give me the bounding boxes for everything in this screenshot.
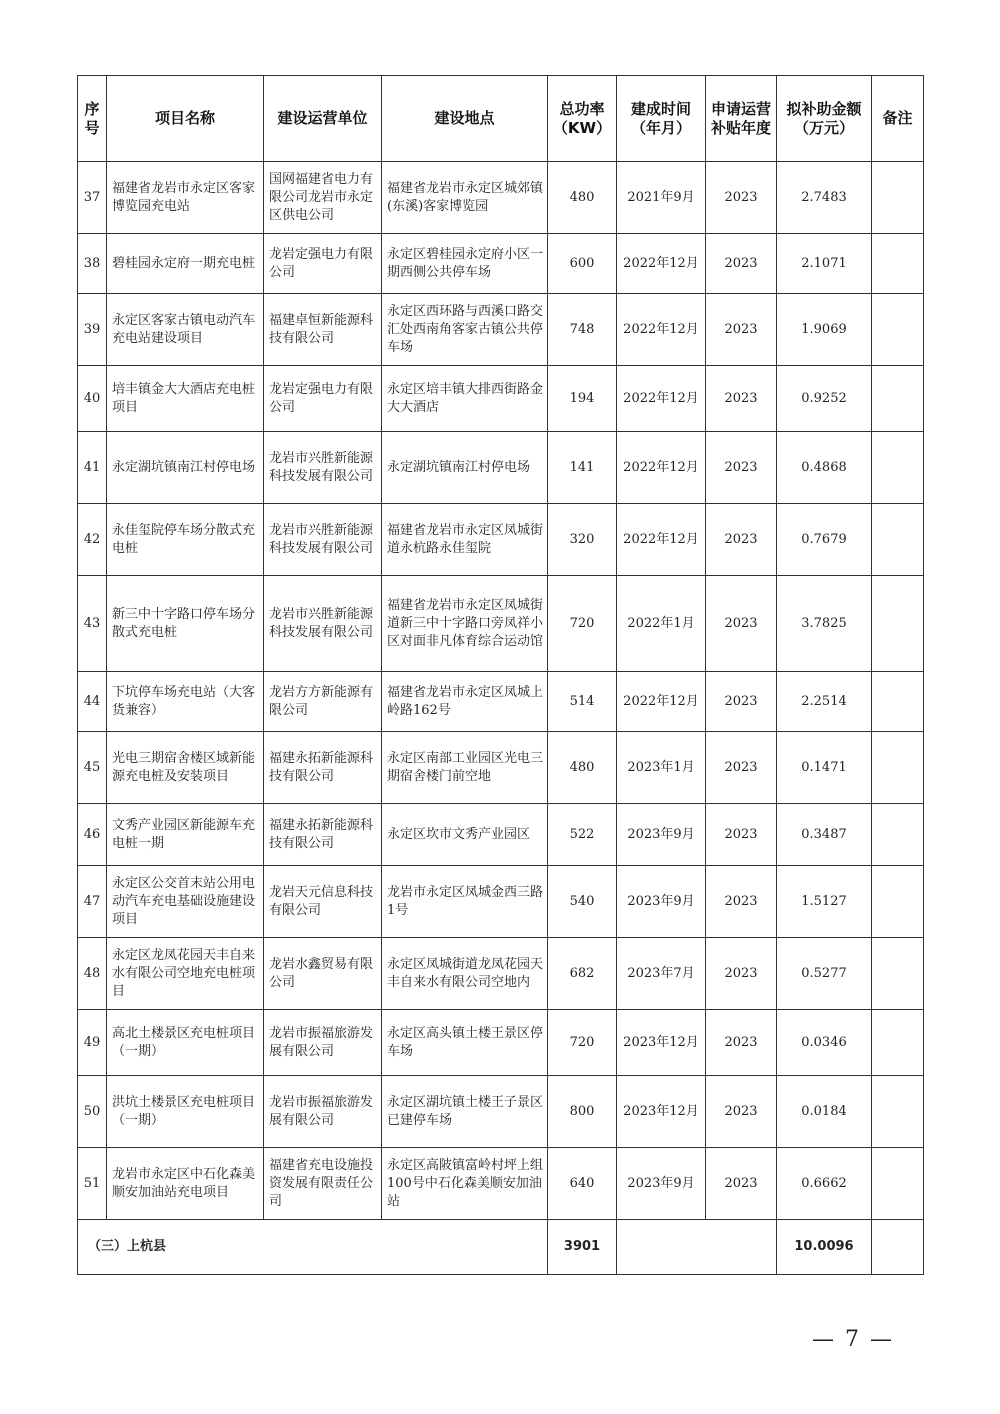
row-amount: 2.1071: [777, 234, 872, 294]
row-note: [872, 504, 924, 576]
row-location: 福建省龙岩市永定区凤城街道永杭路永佳玺院: [382, 504, 548, 576]
subsidy-table: [77, 75, 924, 1275]
row-power: 720: [548, 576, 617, 672]
row-power: 540: [548, 866, 617, 938]
row-note: [872, 234, 924, 294]
row-project-name: 永定区龙凤花园天丰自来水有限公司空地充电桩项目: [107, 938, 264, 1010]
row-project-name: 永佳玺院停车场分散式充电桩: [107, 504, 264, 576]
subtotal-note: [872, 1220, 924, 1275]
row-project-name: 高北土楼景区充电桩项目（一期）: [107, 1010, 264, 1076]
table-row: [78, 1010, 924, 1076]
row-amount: 0.7679: [777, 504, 872, 576]
row-location: 福建省龙岩市永定区城郊镇(东溪)客家博览园: [382, 162, 548, 234]
row-subsidy-year: 2023: [706, 294, 777, 366]
row-note: [872, 1076, 924, 1148]
row-completion-date: 2022年12月: [617, 432, 706, 504]
row-no: 47: [78, 866, 107, 938]
header-power: 总功率（KW）: [548, 76, 617, 162]
row-amount: 2.2514: [777, 672, 872, 732]
row-subsidy-year: 2023: [706, 162, 777, 234]
row-location: 永定区坎市文秀产业园区: [382, 804, 548, 866]
header-note: 备注: [872, 76, 924, 162]
row-no: 49: [78, 1010, 107, 1076]
row-amount: 0.5277: [777, 938, 872, 1010]
table-row: [78, 294, 924, 366]
row-location: 福建省龙岩市永定区凤城上岭路162号: [382, 672, 548, 732]
row-no: 50: [78, 1076, 107, 1148]
row-note: [872, 432, 924, 504]
row-amount: 0.6662: [777, 1148, 872, 1220]
row-subsidy-year: 2023: [706, 366, 777, 432]
row-operator: 龙岩市兴胜新能源科技发展有限公司: [264, 432, 382, 504]
row-operator: 龙岩方方新能源有限公司: [264, 672, 382, 732]
row-operator: 龙岩市兴胜新能源科技发展有限公司: [264, 576, 382, 672]
row-note: [872, 1148, 924, 1220]
row-operator: 龙岩定强电力有限公司: [264, 366, 382, 432]
row-power: 194: [548, 366, 617, 432]
subtotal-power: 3901: [548, 1220, 617, 1275]
row-no: 51: [78, 1148, 107, 1220]
row-subsidy-year: 2023: [706, 432, 777, 504]
row-no: 39: [78, 294, 107, 366]
row-project-name: 永定区客家古镇电动汽车充电站建设项目: [107, 294, 264, 366]
table-row: [78, 732, 924, 804]
row-power: 480: [548, 732, 617, 804]
row-project-name: 福建省龙岩市永定区客家博览园充电站: [107, 162, 264, 234]
header-subsidy-year: 申请运营补贴年度: [706, 76, 777, 162]
row-note: [872, 366, 924, 432]
table-row: [78, 576, 924, 672]
row-location: 永定区碧桂园永定府小区一期西侧公共停车场: [382, 234, 548, 294]
row-operator: 福建永拓新能源科技有限公司: [264, 732, 382, 804]
row-operator: 福建卓恒新能源科技有限公司: [264, 294, 382, 366]
row-location: 永定湖坑镇南江村停电场: [382, 432, 548, 504]
row-power: 640: [548, 1148, 617, 1220]
row-completion-date: 2023年9月: [617, 1148, 706, 1220]
row-completion-date: 2022年12月: [617, 294, 706, 366]
row-completion-date: 2022年1月: [617, 576, 706, 672]
table-row: [78, 804, 924, 866]
row-no: 41: [78, 432, 107, 504]
row-operator: 龙岩定强电力有限公司: [264, 234, 382, 294]
row-operator: 福建省充电设施投资发展有限责任公司: [264, 1148, 382, 1220]
row-location: 永定区湖坑镇土楼王子景区已建停车场: [382, 1076, 548, 1148]
row-project-name: 培丰镇金大大酒店充电桩项目: [107, 366, 264, 432]
row-operator: 龙岩市兴胜新能源科技发展有限公司: [264, 504, 382, 576]
row-completion-date: 2022年12月: [617, 234, 706, 294]
row-power: 682: [548, 938, 617, 1010]
table-row: [78, 366, 924, 432]
row-completion-date: 2023年7月: [617, 938, 706, 1010]
row-note: [872, 938, 924, 1010]
row-completion-date: 2023年9月: [617, 804, 706, 866]
row-project-name: 永定湖坑镇南江村停电场: [107, 432, 264, 504]
row-completion-date: 2023年12月: [617, 1010, 706, 1076]
page-number: — 7 —: [812, 1327, 894, 1352]
row-no: 46: [78, 804, 107, 866]
header-amount: 拟补助金额（万元）: [777, 76, 872, 162]
row-no: 40: [78, 366, 107, 432]
row-note: [872, 294, 924, 366]
row-project-name: 光电三期宿舍楼区域新能源充电桩及安装项目: [107, 732, 264, 804]
row-amount: 2.7483: [777, 162, 872, 234]
row-completion-date: 2022年12月: [617, 366, 706, 432]
row-project-name: 文秀产业园区新能源车充电桩一期: [107, 804, 264, 866]
row-completion-date: 2023年12月: [617, 1076, 706, 1148]
row-subsidy-year: 2023: [706, 938, 777, 1010]
row-operator: 龙岩市振福旅游发展有限公司: [264, 1010, 382, 1076]
row-amount: 0.1471: [777, 732, 872, 804]
row-subsidy-year: 2023: [706, 866, 777, 938]
row-power: 141: [548, 432, 617, 504]
row-no: 38: [78, 234, 107, 294]
row-amount: 0.3487: [777, 804, 872, 866]
row-note: [872, 672, 924, 732]
row-note: [872, 804, 924, 866]
table-row: [78, 938, 924, 1010]
row-subsidy-year: 2023: [706, 1148, 777, 1220]
row-power: 720: [548, 1010, 617, 1076]
header-location: 建设地点: [382, 76, 548, 162]
table-row: [78, 672, 924, 732]
row-project-name: 碧桂园永定府一期充电桩: [107, 234, 264, 294]
row-power: 320: [548, 504, 617, 576]
row-location: 永定区凤城街道龙凤花园天丰自来水有限公司空地内: [382, 938, 548, 1010]
table-row: [78, 504, 924, 576]
row-power: 600: [548, 234, 617, 294]
row-subsidy-year: 2023: [706, 576, 777, 672]
row-subsidy-year: 2023: [706, 732, 777, 804]
row-amount: 0.9252: [777, 366, 872, 432]
header-no: 序号: [78, 76, 107, 162]
row-subsidy-year: 2023: [706, 504, 777, 576]
subtotal-amount: 10.0096: [777, 1220, 872, 1275]
header-operator: 建设运营单位: [264, 76, 382, 162]
row-operator: 龙岩水鑫贸易有限公司: [264, 938, 382, 1010]
row-location: 龙岩市永定区凤城金西三路1号: [382, 866, 548, 938]
header-completion-date: 建成时间（年月）: [617, 76, 706, 162]
row-amount: 0.0346: [777, 1010, 872, 1076]
row-operator: 福建永拓新能源科技有限公司: [264, 804, 382, 866]
table-body: [78, 162, 924, 1275]
header-project-name: 项目名称: [107, 76, 264, 162]
table-row: [78, 866, 924, 938]
row-no: 48: [78, 938, 107, 1010]
table-row: [78, 1076, 924, 1148]
table-row: [78, 1148, 924, 1220]
row-no: 42: [78, 504, 107, 576]
row-subsidy-year: 2023: [706, 804, 777, 866]
row-power: 514: [548, 672, 617, 732]
row-location: 永定区高头镇土楼王景区停车场: [382, 1010, 548, 1076]
row-project-name: 新三中十字路口停车场分散式充电桩: [107, 576, 264, 672]
row-project-name: 下坑停车场充电站（大客货兼容）: [107, 672, 264, 732]
row-power: 748: [548, 294, 617, 366]
row-location: 福建省龙岩市永定区凤城街道新三中十字路口旁凤祥小区对面非凡体育综合运动馆: [382, 576, 548, 672]
row-power: 800: [548, 1076, 617, 1148]
row-power: 522: [548, 804, 617, 866]
subtotal-row: [78, 1220, 924, 1275]
subtotal-label: （三）上杭县: [78, 1220, 548, 1275]
row-project-name: 永定区公交首末站公用电动汽车充电基础设施建设项目: [107, 866, 264, 938]
table-row: [78, 162, 924, 234]
row-note: [872, 576, 924, 672]
row-operator: 龙岩天元信息科技有限公司: [264, 866, 382, 938]
row-amount: 1.5127: [777, 866, 872, 938]
row-operator: 国网福建省电力有限公司龙岩市永定区供电公司: [264, 162, 382, 234]
row-no: 44: [78, 672, 107, 732]
row-completion-date: 2022年12月: [617, 672, 706, 732]
row-subsidy-year: 2023: [706, 1010, 777, 1076]
row-no: 37: [78, 162, 107, 234]
row-completion-date: 2023年1月: [617, 732, 706, 804]
row-operator: 龙岩市振福旅游发展有限公司: [264, 1076, 382, 1148]
row-amount: 1.9069: [777, 294, 872, 366]
row-amount: 3.7825: [777, 576, 872, 672]
row-subsidy-year: 2023: [706, 234, 777, 294]
row-no: 43: [78, 576, 107, 672]
row-location: 永定区南部工业园区光电三期宿舍楼门前空地: [382, 732, 548, 804]
row-note: [872, 1010, 924, 1076]
row-location: 永定区高陂镇富岭村坪上组100号中石化森美顺安加油站: [382, 1148, 548, 1220]
row-amount: 0.4868: [777, 432, 872, 504]
row-subsidy-year: 2023: [706, 1076, 777, 1148]
row-project-name: 洪坑土楼景区充电桩项目（一期）: [107, 1076, 264, 1148]
row-amount: 0.0184: [777, 1076, 872, 1148]
row-note: [872, 732, 924, 804]
row-completion-date: 2021年9月: [617, 162, 706, 234]
row-completion-date: 2023年9月: [617, 866, 706, 938]
table-row: [78, 432, 924, 504]
row-subsidy-year: 2023: [706, 672, 777, 732]
row-location: 永定区培丰镇大排西街路金大大酒店: [382, 366, 548, 432]
row-project-name: 龙岩市永定区中石化森美顺安加油站充电项目: [107, 1148, 264, 1220]
row-power: 480: [548, 162, 617, 234]
row-completion-date: 2022年12月: [617, 504, 706, 576]
row-note: [872, 866, 924, 938]
row-location: 永定区西环路与西溪口路交汇处西南角客家古镇公共停车场: [382, 294, 548, 366]
row-note: [872, 162, 924, 234]
subtotal-empty-cell: [617, 1220, 777, 1275]
table-row: [78, 234, 924, 294]
table-header-row: [78, 76, 924, 162]
row-no: 45: [78, 732, 107, 804]
